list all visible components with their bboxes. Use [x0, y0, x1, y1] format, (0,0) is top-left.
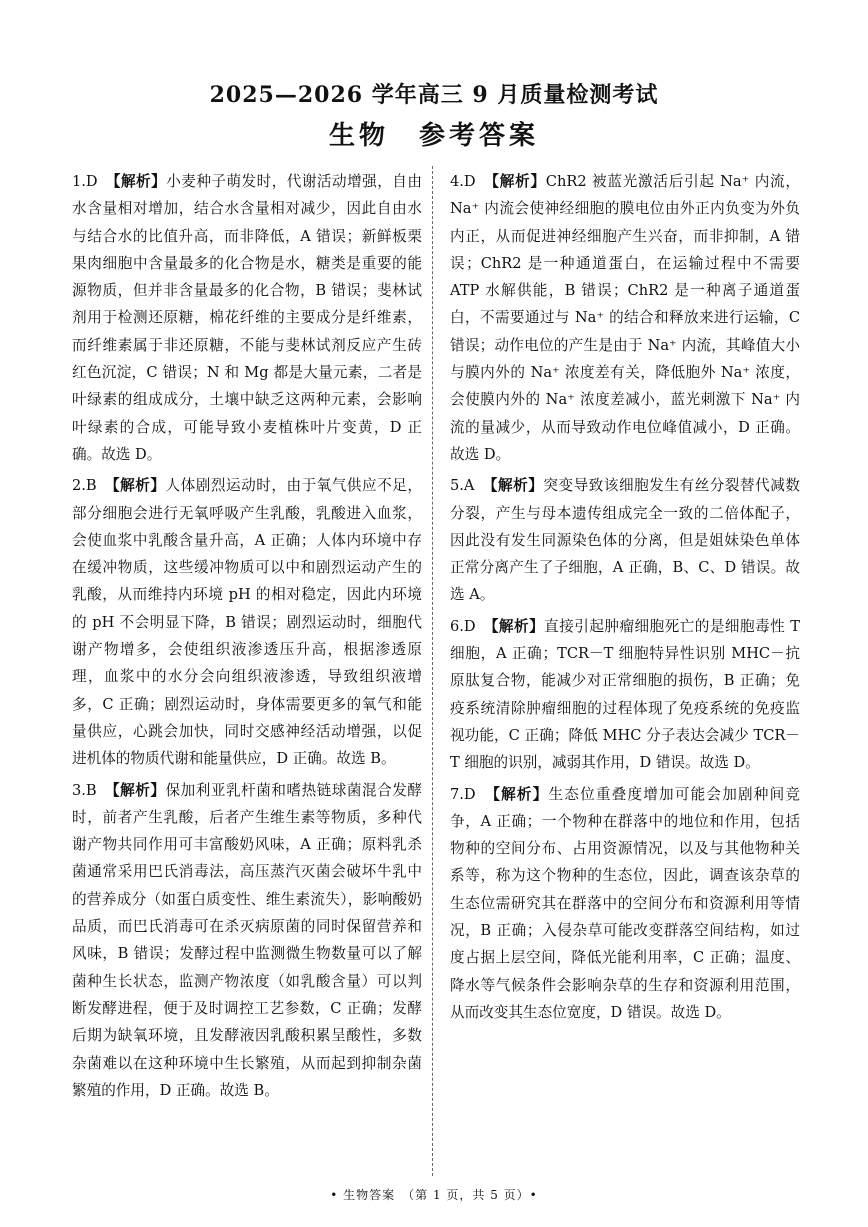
- analysis-tag: 【解析】: [491, 173, 546, 190]
- answer-text: 直接引起肿瘤细胞死亡的是细胞毒性 T 细胞，A 正确；TCR－T 细胞特异性识别 MHC－抗原肽复合物，能减少对正常细胞的损伤，B 正确；免疫系统清除肿瘤细胞的过程体现了免疫系统的免疫监视功能，C 正确；降低 MHC 分子表达会减少 TCR－T 细胞的识别，减弱其作用，D 错误。故选 D。: [450, 617, 801, 772]
- answer-label: 6.D: [450, 617, 476, 635]
- answer-item-2: [72, 472, 422, 772]
- answer-label: 1.D: [72, 173, 98, 190]
- answer-text: ChR2 被蓝光激活后引起 Na⁺ 内流，Na⁺ 内流会使神经细胞的膜电位由外正内负变为外负内正，从而促进神经细胞产生兴奋，而非抑制，A 错误；ChR2 是一种通道蛋白，在运输过程中不需要 ATP 水解供能，B 错误；ChR2 是一种离子通道蛋白，不需要通过与 Na⁺ 的结合和释放来进行运输，C 错误；动作电位的产生是由于 Na⁺ 内流，其峰值大小与膜内外的 Na⁺ 浓度差有关，降低胞外 Na⁺ 浓度，会使膜内外的 Na⁺ 浓度差减小，蓝光刺激下 Na⁺ 内流的量减少，从而导致动作电位峰值减小，D 正确。故选 D。: [450, 173, 800, 463]
- analysis-tag: 【解析】: [112, 477, 166, 495]
- answer-label: 2.B: [72, 477, 97, 495]
- answer-item-3: [72, 777, 422, 1105]
- answer-text: 保加利亚乳杆菌和嗜热链球菌混合发酵时，前者产生乳酸，后者产生维生素等物质，多种代谢产物共同作用可丰富酸奶风味，A 正确；原料乳杀菌通常采用巴氏消毒法，高压蒸汽灭菌会破坏牛乳中的营养成分（如蛋白质变性、维生素流失），影响酸奶品质，而巴氏消毒可在杀灭病原菌的同时保留营养和风味，B 错误；发酵过程中监测微生物数量可以了解菌种生长状态，监测产物浓度（如乳酸含量）可以判断发酵进程，便于及时调控工艺参数，C 正确；发酵后期为缺氧环境，且发酵液因乳酸积累呈酸性，多数杂菌难以在这种环境中生长繁殖，从而起到抑制杂菌繁殖的作用，D 正确。故选 B。: [72, 781, 422, 1099]
- right-column: [450, 168, 800, 1030]
- answer-label: 4.D: [450, 173, 476, 190]
- analysis-tag: 【解析】: [490, 477, 544, 495]
- answer-label: 5.A: [450, 477, 475, 495]
- answer-item-7: [450, 781, 800, 1027]
- answer-label: 3.B: [72, 781, 97, 799]
- analysis-tag: 【解析】: [492, 785, 549, 803]
- answer-label: 7.D: [450, 785, 476, 803]
- answer-item-4: [450, 168, 800, 468]
- page-footer: • 生物答案 （第 1 页，共 5 页）•: [330, 1188, 538, 1202]
- analysis-tag: 【解析】: [113, 173, 167, 190]
- column-divider: [432, 166, 433, 1176]
- answer-item-1: [72, 168, 422, 468]
- page-title: 2025—2026 学年高三 9 月质量检测考试: [209, 82, 659, 108]
- analysis-tag: 【解析】: [112, 781, 166, 799]
- left-column: [72, 168, 422, 1108]
- answer-item-6: [450, 613, 800, 777]
- answer-text: 小麦种子萌发时，代谢活动增强，自由水含量相对增加，结合水含量相对减少，因此自由水与结合水的比值升高，而非降低，A 错误；新鲜板栗果肉细胞中含量最多的化合物是水，糖类是重要的能源物质，但并非含量最多的化合物，B 错误；斐林试剂用于检测还原糖，棉花纤维的主要成分是纤维素，而纤维素属于非还原糖，不能与斐林试剂反应产生砖红色沉淀，C 错误；N 和 Mg 都是大量元素，二者是叶绿素的组成成分，土壤中缺乏这两种元素，会影响叶绿素的合成，可能导致小麦植株叶片变黄，D 正确。故选 D。: [72, 173, 422, 463]
- answer-text: 人体剧烈运动时，由于氧气供应不足，部分细胞会进行无氧呼吸产生乳酸，乳酸进入血浆，会使血浆中乳酸含量升高，A 正确；人体内环境中存在缓冲物质，这些缓冲物质可以中和剧烈运动产生的乳酸，从而维持内环境 pH 的相对稳定，因此内环境的 pH 不会明显下降，B 错误；剧烈运动时，细胞代谢产物增多，会使组织液渗透压升高，根据渗透原理，血浆中的水分会向组织液渗透，导致组织液增多，C 正确；剧烈运动时，身体需要更多的氧气和能量供应，心跳会加快，同时交感神经活动增强，以促进机体的物质代谢和能量供应，D 正确。故选 B。: [72, 477, 422, 768]
- answer-item-5: [450, 472, 800, 608]
- answer-text: 突变导致该细胞发生有丝分裂替代减数分裂，产生与母本遗传组成完全一致的二倍体配子，因此没有发生同源染色体的分离，但是姐妹染色单体正常分离产生了子细胞，A 正确，B、C、D 错误。故选 A。: [450, 477, 800, 604]
- page-subtitle: 生物 参考答案: [328, 121, 539, 151]
- answer-text: 生态位重叠度增加可能会加剧种间竞争，A 正确；一个物种在群落中的地位和作用，包括物种的空间分布、占用资源情况，以及与其他物种关系等，称为这个物种的生态位，因此，调查该杂草的生态位需研究其在群落中的空间分布和资源利用等情况，B 正确；入侵杂草可能改变群落空间结构，如过度占据上层空间，降低光能利用率，C 正确；温度、降水等气候条件会影响杂草的生存和资源利用范围，从而改变其生态位宽度，D 错误。故选 D。: [450, 785, 800, 1021]
- analysis-tag: 【解析】: [491, 617, 545, 635]
